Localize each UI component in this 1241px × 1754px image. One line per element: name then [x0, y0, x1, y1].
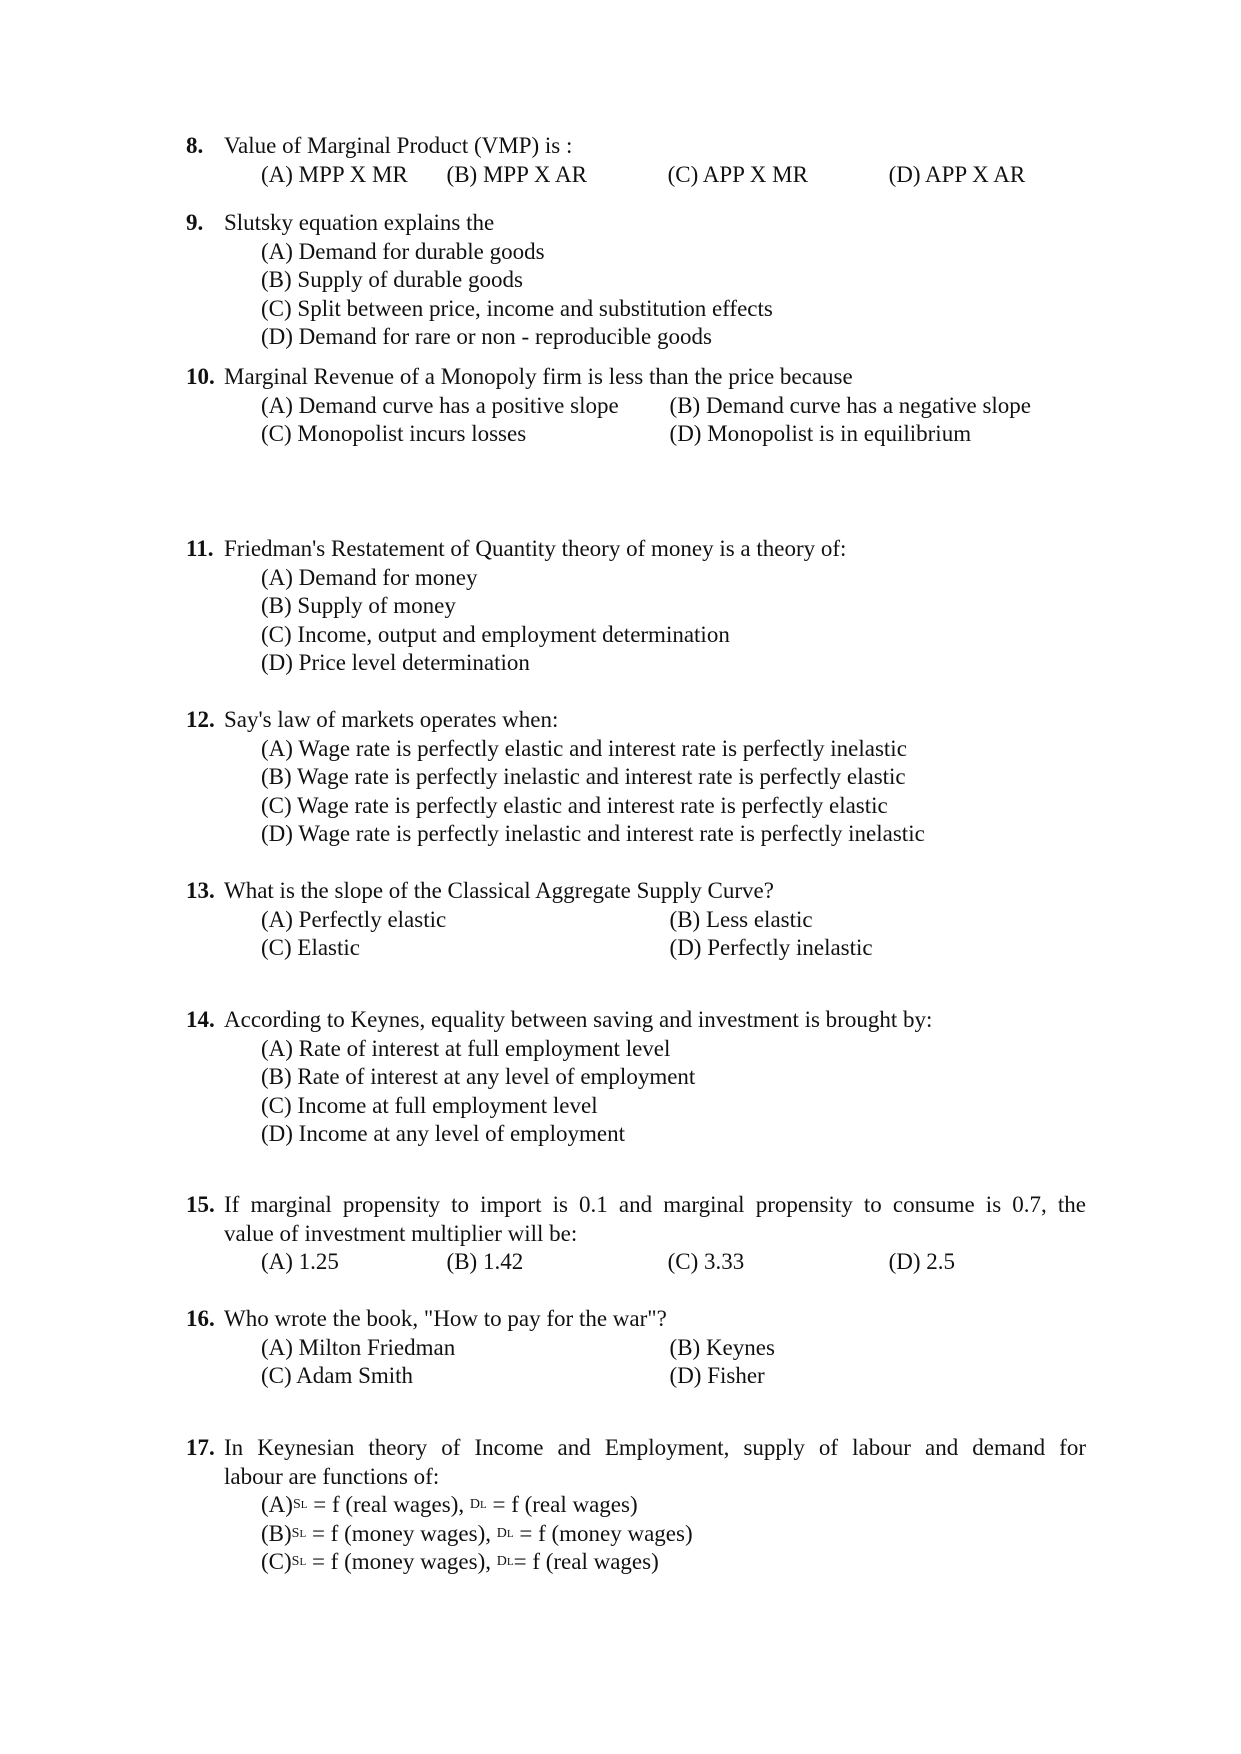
- supply-function: = f (money wages),: [306, 1549, 497, 1574]
- option-c: [261, 1548, 1086, 1577]
- option-b: (B) Keynes: [669, 1334, 775, 1360]
- option-b: (B) 1.42: [446, 1249, 524, 1274]
- option-b: (B) Wage rate is perfectly inelastic and interest rate is perfectly elastic: [261, 764, 906, 789]
- question-number: 16.: [186, 1306, 215, 1331]
- question-text: Say's law of markets operates when:: [224, 707, 559, 732]
- question-number: 12.: [186, 707, 215, 732]
- option-b: (B) Less elastic: [669, 906, 813, 932]
- question-number: 15.: [186, 1192, 215, 1217]
- option-label: (C): [261, 1549, 292, 1574]
- option-a: (A) 1.25: [261, 1249, 339, 1274]
- question-13: [186, 877, 1086, 963]
- question-text-continued: labour are functions of:: [224, 1463, 440, 1489]
- question-text: In Keynesian theory of Income and Employment, supply of labour and demand for: [224, 1435, 1086, 1460]
- option-d: (D) Monopolist is in equilibrium: [669, 421, 972, 446]
- question-15: [186, 1191, 1086, 1277]
- question-number: 10.: [186, 364, 215, 389]
- option-a: (A) Milton Friedman: [261, 1334, 456, 1360]
- option-a: (A) Perfectly elastic: [261, 906, 447, 932]
- option-b: (B) Supply of money: [261, 593, 456, 618]
- subscript: L: [480, 1499, 487, 1511]
- question-14: [186, 1006, 1086, 1149]
- question-text: Value of Marginal Product (VMP) is :: [224, 133, 573, 158]
- question-number: 14.: [186, 1007, 215, 1032]
- supply-function: = f (money wages),: [306, 1520, 497, 1546]
- subscript: L: [299, 1556, 307, 1568]
- question-16: [186, 1305, 1086, 1391]
- question-text: Marginal Revenue of a Monopoly firm is less than the price because: [224, 364, 853, 389]
- option-c: (C) Monopolist incurs losses: [261, 421, 527, 446]
- demand-symbol: D: [469, 1497, 480, 1512]
- option-label: (B): [261, 1520, 292, 1546]
- question-9: [186, 209, 1086, 352]
- option-a: (A) Demand curve has a positive slope: [261, 392, 619, 418]
- option-b: (B) Demand curve has a negative slope: [669, 392, 1032, 418]
- option-d: (D) 2.5: [888, 1249, 956, 1274]
- option-c: (C) APP X MR: [667, 161, 808, 187]
- option-d: (D) APP X AR: [888, 161, 1026, 187]
- question-number: 13.: [186, 878, 215, 903]
- question-8: [186, 132, 1086, 189]
- option-d: (D) Perfectly inelastic: [669, 935, 873, 960]
- option-c: (C) Split between price, income and substitution effects: [261, 295, 773, 321]
- option-c: (C) Income at full employment level: [261, 1092, 598, 1118]
- question-text: Slutsky equation explains the: [224, 210, 495, 235]
- question-number: 17.: [186, 1435, 215, 1460]
- option-a: (A) Demand for durable goods: [261, 238, 545, 264]
- option-b: [261, 1520, 1086, 1549]
- demand-symbol: D: [496, 1525, 507, 1541]
- option-c: (C) 3.33: [667, 1249, 745, 1274]
- option-b: (B) MPP X AR: [446, 161, 587, 187]
- demand-symbol: D: [496, 1554, 507, 1569]
- option-d: (D) Fisher: [669, 1363, 765, 1388]
- option-a: (A) Wage rate is perfectly elastic and interest rate is perfectly inelastic: [261, 735, 907, 761]
- subscript: L: [506, 1556, 514, 1568]
- question-text: Who wrote the book, "How to pay for the war"?: [224, 1306, 667, 1331]
- option-c: (C) Wage rate is perfectly elastic and interest rate is perfectly elastic: [261, 792, 888, 818]
- question-text: Friedman's Restatement of Quantity theory of money is a theory of:: [224, 536, 847, 561]
- demand-function: = f (money wages): [513, 1520, 693, 1546]
- question-text: What is the slope of the Classical Aggregate Supply Curve?: [224, 878, 774, 903]
- option-d: (D) Wage rate is perfectly inelastic and interest rate is perfectly inelastic: [261, 821, 925, 846]
- subscript: L: [300, 1499, 308, 1511]
- option-label: (A): [261, 1492, 293, 1517]
- option-a: (A) Rate of interest at full employment level: [261, 1035, 671, 1061]
- question-number: 11.: [186, 536, 214, 561]
- option-a: [261, 1491, 1086, 1520]
- option-b: (B) Rate of interest at any level of employment: [261, 1064, 696, 1089]
- supply-symbol: S: [291, 1554, 300, 1569]
- supply-symbol: S: [291, 1525, 300, 1541]
- subscript: L: [299, 1527, 307, 1540]
- question-text: If marginal propensity to import is 0.1 and marginal propensity to consume is 0.7, the: [224, 1192, 1086, 1217]
- option-c: (C) Income, output and employment determination: [261, 621, 730, 647]
- supply-function: = f (real wages),: [307, 1492, 470, 1517]
- option-c: (C) Adam Smith: [261, 1363, 414, 1388]
- option-a: (A) Demand for money: [261, 564, 478, 590]
- question-12: [186, 706, 1086, 849]
- question-number: 8.: [186, 133, 204, 158]
- demand-function: = f (real wages): [486, 1492, 638, 1517]
- question-number: 9.: [186, 210, 204, 235]
- option-b: (B) Supply of durable goods: [261, 267, 523, 292]
- question-10: [186, 363, 1086, 449]
- option-d: (D) Income at any level of employment: [261, 1121, 626, 1146]
- option-d: (D) Demand for rare or non - reproducible goods: [261, 324, 712, 349]
- demand-function: = f (real wages): [513, 1549, 659, 1574]
- question-text-continued: value of investment multiplier will be:: [224, 1220, 578, 1246]
- supply-symbol: S: [292, 1497, 301, 1512]
- option-c: (C) Elastic: [261, 935, 360, 960]
- subscript: L: [506, 1527, 514, 1540]
- question-17: [186, 1434, 1086, 1577]
- option-d: (D) Price level determination: [261, 650, 530, 675]
- option-a: (A) MPP X MR: [261, 161, 408, 187]
- question-11: [186, 535, 1086, 678]
- question-text: According to Keynes, equality between saving and investment is brought by:: [224, 1007, 933, 1032]
